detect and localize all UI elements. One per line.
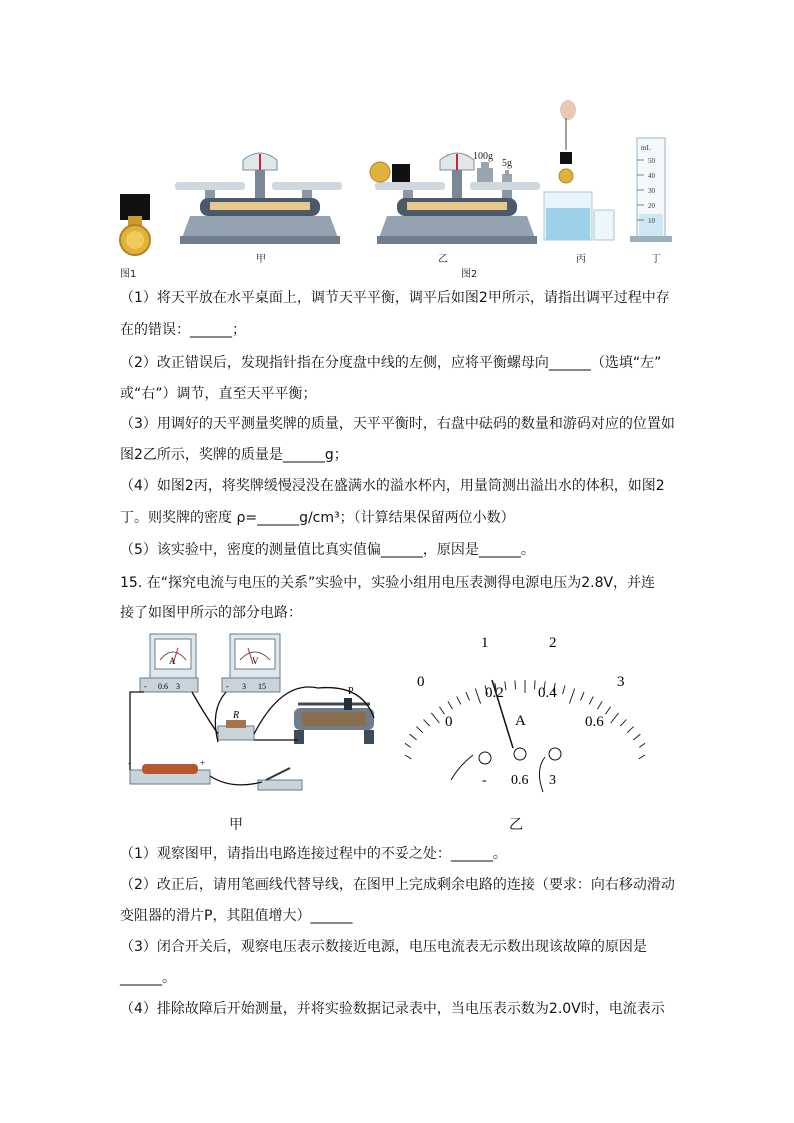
q15-item-2a: （2）改正后，请用笔画线代替导线，在图甲上完成剩余电路的连接（要求：向右移动滑动 <box>120 877 675 893</box>
dial-tick <box>448 701 453 709</box>
slider-label: P <box>348 686 354 697</box>
q14-item-5: （5）该实验中，密度的测量值比真实值偏______，原因是______。 <box>120 542 535 558</box>
dial-tick <box>405 751 411 760</box>
caption-fig2: 图2 <box>461 269 478 280</box>
dial-tick <box>598 701 603 709</box>
q15-item-3b: ______。 <box>120 970 176 986</box>
dial-tick <box>563 685 565 694</box>
balance-yi <box>370 151 540 244</box>
battery-minus: - <box>128 758 131 768</box>
dial-tick <box>515 680 516 689</box>
dial-tick <box>410 734 417 740</box>
voltmeter <box>222 634 280 692</box>
caption-yi: 乙 <box>438 254 448 265</box>
dial-tick <box>639 742 645 747</box>
dial-tick <box>589 696 593 704</box>
voltmeter-terminal-neg: - <box>226 682 229 691</box>
dial-top-0: 0 <box>417 674 425 690</box>
dial-tick <box>535 680 536 689</box>
figure-2-balances <box>110 98 680 283</box>
weight-5g-label: 5g <box>502 158 512 169</box>
dial-terminal-06: 0.6 <box>511 773 529 788</box>
voltmeter-terminal-15: 15 <box>258 682 266 691</box>
weight-100g-label: 100g <box>473 151 493 162</box>
measuring-cylinder <box>630 138 672 242</box>
dial-tick <box>611 713 619 723</box>
dial-tick <box>620 720 626 727</box>
dial-top-3: 3 <box>617 674 625 690</box>
cylinder-tick-label: 30 <box>648 187 655 195</box>
dial-top-2: 2 <box>549 635 557 651</box>
rheostat <box>294 686 374 744</box>
caption-circuit-jia: 甲 <box>229 817 243 833</box>
dial-terminal-3: 3 <box>549 773 556 788</box>
circuit-figure-jia <box>122 630 392 805</box>
dial-tick <box>466 692 470 700</box>
q14-item-3b: 图2乙所示，奖牌的质量是______g； <box>120 447 348 463</box>
battery-plus: + <box>200 758 206 768</box>
q14-item-4a: （4）如图2丙，将奖牌缓慢浸没在盛满水的溢水杯内，用量筒测出溢出水的体积，如图2 <box>120 478 665 494</box>
dial-top-1: 1 <box>481 635 489 651</box>
balance-jia <box>175 153 342 244</box>
dial-tick <box>475 689 480 704</box>
dial-unit: A <box>515 713 526 729</box>
ammeter-terminal-06: 0.6 <box>158 682 168 691</box>
resistor-label: R <box>233 710 240 721</box>
resistor-R <box>218 710 254 740</box>
ammeter-letter: A <box>169 656 176 666</box>
dial-tick <box>439 707 444 714</box>
dial-tick <box>639 751 645 760</box>
cylinder-tick-label: 10 <box>648 217 655 225</box>
dial-tick <box>431 713 439 723</box>
q15-item-2b: 变阻器的滑片P，其阻值增大）______ <box>120 908 353 924</box>
caption-dial-yi: 乙 <box>509 817 523 833</box>
dial-bottom-02: 0.2 <box>485 685 504 701</box>
dial-tick <box>457 696 461 704</box>
battery <box>128 758 210 784</box>
q14-item-4b: 丁。则奖牌的密度 ρ=______g/cm³；（计算结果保留两位小数） <box>120 510 515 526</box>
dial-tick <box>424 720 430 727</box>
q14-item-1b: 在的错误：______； <box>120 322 246 338</box>
ammeter <box>140 634 198 692</box>
q15-item-4: （4）排除故障后开始测量，并将实验数据记录表中，当电压表示数为2.0V时，电流表示 <box>120 1001 665 1017</box>
medal-icon <box>120 194 150 255</box>
voltmeter-letter: V <box>252 656 259 666</box>
caption-fig1: 图1 <box>120 269 137 280</box>
q15-item-1: （1）观察图甲，请指出电路连接过程中的不妥之处：______。 <box>120 846 507 862</box>
switch-icon <box>258 768 302 790</box>
dial-bottom-04: 0.4 <box>538 685 557 701</box>
dial-terminal-neg: - <box>482 773 487 788</box>
ammeter-terminal-3: 3 <box>176 682 180 691</box>
dial-tick <box>581 692 585 700</box>
cylinder-tick-label: 40 <box>648 172 655 180</box>
q15-intro-a: 15. 在“探究电流与电压的关系”实验中，实验小组用电压表测得电源电压为2.8V，并连 <box>120 575 656 591</box>
cylinder-tick-label: 20 <box>648 202 655 210</box>
q14-item-2a: （2）改正错误后，发现指针指在分度盘中线的左侧，应将平衡螺母向______（选填“左” <box>120 355 662 371</box>
overflow-cup <box>544 100 614 240</box>
dial-tick <box>633 734 640 740</box>
dial-bottom-06: 0.6 <box>585 714 604 730</box>
dial-tick <box>627 727 634 733</box>
dial-tick <box>569 689 574 704</box>
ammeter-terminal-neg: - <box>144 682 147 691</box>
dial-tick <box>416 727 423 733</box>
caption-ding: 丁 <box>651 254 661 265</box>
caption-jia: 甲 <box>256 254 266 265</box>
ammeter-dial-yi <box>405 630 645 805</box>
q15-item-3a: （3）闭合开关后，观察电压表示数接近电源，电压电流表无示数出现该故障的原因是 <box>120 939 647 955</box>
voltmeter-terminal-3: 3 <box>242 682 246 691</box>
q14-item-2b: 或“右”）调节，直至天平平衡； <box>120 386 317 402</box>
cylinder-unit: mL <box>641 144 651 152</box>
dial-bottom-0: 0 <box>445 714 453 730</box>
q15-intro-b: 接了如图甲所示的部分电路： <box>120 605 302 621</box>
q14-item-1a: （1）将天平放在水平桌面上，调节天平平衡，调平后如图2甲所示，请指出调平过程中存 <box>120 290 670 306</box>
cylinder-tick-label: 50 <box>648 157 655 165</box>
caption-bing: 丙 <box>576 254 586 265</box>
dial-tick <box>606 707 611 714</box>
dial-tick <box>405 742 411 747</box>
q14-item-3a: （3）用调好的天平测量奖牌的质量，天平平衡时，右盘中砝码的数量和游码对应的位置如 <box>120 416 675 432</box>
dial-tick <box>505 681 506 690</box>
